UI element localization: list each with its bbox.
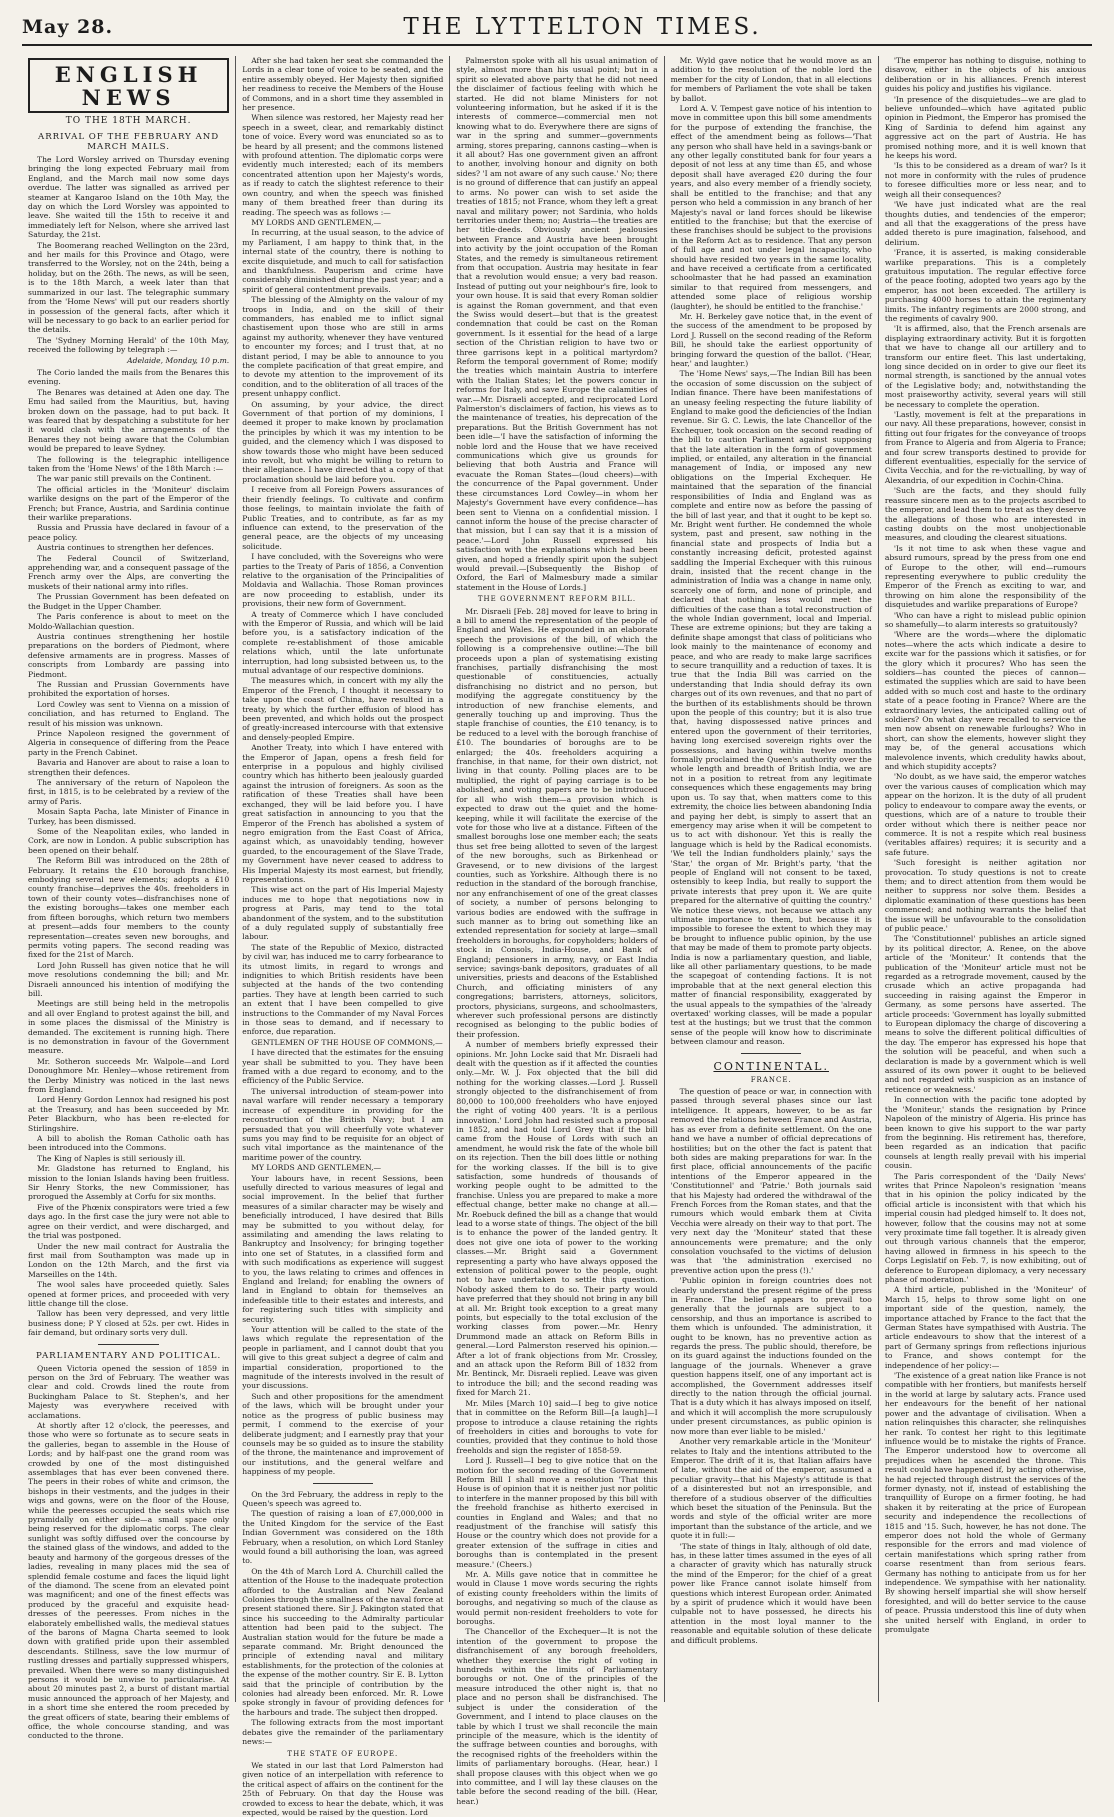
paragraph: Five of the Phœnix conspirators were tried a few days ago. In the first case the jury were not able to agree on their verdict, and were discharged, and the trial was postponed. bbox=[28, 1202, 230, 1241]
paragraph: In connection with the pacific tone adopted by the 'Moniteur,' stands the resignation by Prince Napoleon of the ministry of Algeria. His prince has been known to give his support to the war party from the beginning. His retirement has, therefore, been regarded as an indication that pacific counsels at length really prevail with his imperial cousin. bbox=[884, 1095, 1087, 1171]
paragraph: The anniversary of the return of Napoleon the first, in 1815, is to be celebrated by a review of the army of Paris. bbox=[28, 778, 230, 806]
paragraph: Lord John Russell has given notice that he will move resolutions condemning the bill; and Mr. Disraeli announced his intention of modifying the bill. bbox=[28, 960, 230, 998]
paragraph: Your labours have, in recent Sessions, been usefully directed to various measures of legal and social improvement. In the belief that further measures of a similar character may be wisely and beneficially introduced, I have desired that Bills may be submitted to you without delay, for assimilating and amending the laws relating to Bankruptcy and Insolvency; for bringing together into one set of Statutes, in a classified form and with such modifications as experience will suggest to you, the laws relating to crimes and offences in England and Ireland; for enabling the owners of land in England to obtain for themselves an indefeasible title to their estates and interests, and for registering such titles with simplicity and security. bbox=[242, 1173, 444, 1324]
paragraph: 'Where are the words—where the diplomatic notes—where the acts which indicate a desire to excite war for the passions which it satisfies, or for the glory which it procures? Who has seen the soldiers—has counted the pieces of cannon—estimated the supplies which are said to have been added with so much cost and haste to the ordinary state of a peace footing in France? Where are the extraordinary levies, the anticipated calling out of soldiers? On what day were recalled to service the men now absent on renewable furloughs? Who in short, can show the elements, however slight they may be, of the general accusations which malevolence invents, which credulity hawks about, and which stupidity accepts? bbox=[884, 630, 1087, 772]
paragraph: 'Such foresight is neither agitation nor provocation. To study questions is not to create them; and to direct attention from them would be neither to suppress nor solve them. Besides a diplomatic examination of these questions has been commenced; and nothing warrants the belief that the issue will be unfavourable to the consolidation of public peace.' bbox=[884, 858, 1087, 933]
paragraph: The following is the telegraphic intelligence taken from the 'Home News' of the 18th March :— bbox=[28, 454, 230, 473]
paragraph: 'In presence of the disquietudes—we are glad to believe unfounded—which have agitated public opinion in Piedmont, the Emperor has promised the King of Sardinia to defend him against any aggressive act on the part of Austria. He has promised nothing more, and it is well known that he keeps his word. bbox=[884, 94, 1087, 161]
paragraph: When silence was restored, her Majesty read her speech in a sweet, clear, and remarkably distinct tone of voice. Every word was enunciated so as to be heard by all present; and the commons listened with profound attention. The diplomatic corps were evidently much interested; each of its members concentrated attention upon her Majesty's words, as if ready to catch the slightest reference to their own country, and when the speech was finished many of them breathed freer than during its reading. The speech was as follows :— bbox=[242, 113, 444, 217]
paragraph: Lord J. Russell—I beg to give notice that on the motion for the second reading of the Government Reform Bill I shall move a resolution 'That this House is of opinion that it is neither just nor politic to interfere in the manner proposed by this bill with the freehold franchise as hitherto exercised in counties in England and Wales; and that no readjustment of the franchise will satisfy this House or the country which does not provide for a greater extension of the suffrage in cities and boroughs than is contemplated in the present measure.' (Cheers.) bbox=[456, 1456, 658, 1569]
paragraph: The Russian and Prussian Governments have prohibited the exportation of horses. bbox=[28, 679, 230, 699]
section-heading: ARRIVAL OF THE FEBRUARY AND MARCH MAILS. bbox=[37, 132, 220, 152]
paragraph: In recurring, at the usual season, to the advice of my Parliament, I am happy to think that, in the internal state of the country, there is nothing to excite disquietude, and much to call for satisfaction and thankfulness. Pauperism and crime have considerably diminished during the past year; and a spirit of general contentment prevails. bbox=[242, 228, 444, 294]
paragraph: Such and other propositions for the amendment of the laws, which will be brought under your notice as the progress of public business may permit, I commend to the exercise of your deliberate judgment; and I earnestly pray that your counsels may be so guided as to insure the stability of the throne, the maintenance and improvement of our institutions, and the general welfare and happiness of my people. bbox=[242, 1391, 444, 1477]
paragraph: On the 3rd February, the address in reply to the Queen's speech was agreed to. bbox=[242, 1489, 444, 1508]
paragraph: 'The state of things in Italy, although of old date, has, in these latter times assumed in the eyes of all a character of gravity which has naturally struck the mind of the Emperor; for the chief of a great power like France cannot isolate himself from questions which interest European order. Animated by a spirit of prudence which it would have been culpable not to have possessed, he directs his attention in the most loyal manner to the reasonable and equitable solution of these delicate and difficult problems. bbox=[670, 1541, 872, 1645]
dateline: Adelaide, Monday, 10 p.m. bbox=[127, 355, 230, 365]
paragraph: The measures which, in concert with my ally the Emperor of the French, I thought it necessary to take upon the coast of China, have resulted in a treaty, by which the further effusion of blood has been prevented, and which holds out the prospect of greatly-increased intercourse with that extensive and densely-peopled Empire. bbox=[242, 676, 444, 742]
paragraph: Another Treaty, into which I have entered with the Emperor of Japan, opens a fresh field for enterprise in a populous and highly civilised country which has hitherto been jealously guarded against the intrusion of foreigners. As soon as the ratification of these Treaties shall have been exchanged, they will be laid before you. I have great satisfaction in announcing to you that the Emperor of the French has abolished a system of negro emigration from the East Coast of Africa, against which, as unavoidably tending, however guarded, to the encouragement of the Slave Trade, my Government have never ceased to address to His Imperial Majesty its most earnest, but friendly, representations. bbox=[242, 743, 444, 884]
paragraph: Under the new mail contract for Australia the first mail from Southampton was made up in London on the 12th March, and the first via Marseilles on the 14th. bbox=[28, 1241, 230, 1279]
paragraph: 'Public opinion in foreign countries does not clearly understand the present régime of the press in France. The belief appears to prevail too generally that the journals are subject to a censorship, and thus an importance is ascribed to them which is unfounded. The administration, it ought to be known, has no preventive action as regards the press. The public should, therefore, be on its guard against the inductions founded on the language of the journals. Whenever a grave question happens itself, one of any important act is accomplished, the Government addresses itself directly to the nation through the official journal. That is a duty which it has always imposed on itself, and which it will accomplish the more scrupulously under present circumstances, as public opinion is now more than ever liable to be misled.' bbox=[670, 1276, 872, 1436]
paragraph: The blessing of the Almighty on the valour of my troops in India, and on the skill of their commanders, has enabled me to inflict signal chastisement upon those who are still in arms against my authority, whenever they have ventured to encounter my forces; and I trust that, at no distant period, I may be able to announce to you the complete pacification of that great empire, and to devote my attention to the improvement of its condition, and to the obliteration of all traces of the present unhappy conflict. bbox=[242, 295, 444, 399]
paragraph: A third article, published in the 'Moniteur' of March 15, helps to throw some light on one important side of the question, namely, the importance attached by France to the fact that the German States have sympathised with Austria. The article endeavours to show that the interest of a part of Germany springs from reflections injurious to France, and shows contempt for the independence of her policy:— bbox=[884, 1285, 1087, 1370]
masthead bbox=[22, 10, 1092, 46]
headline-box bbox=[28, 58, 229, 113]
paragraph: The war panic still prevails on the Continent. bbox=[37, 474, 212, 484]
paragraph: 'Is it not time to ask when these vague and absurd rumours, spread by the press from one end of Europe to the other, will end—rumours representing everywhere to public credulity the Emperor of the French as exciting to war, and throwing on him alone the responsibility of the disquietudes and warlike preparations of Europe? bbox=[884, 543, 1087, 610]
paragraph: MY LORDS AND GENTLEMEN,— bbox=[251, 217, 382, 227]
paragraph: Lord Cowley was sent to Vienna on a mission of conciliation, and has returned to England. The result of his mission was unknown. bbox=[28, 699, 230, 728]
paragraph: 'Such are the facts, and they should fully reassure sincere men as to the projects ascribed to the emperor, and lead them to treat as they deserve the allegations of those who are interested in casting doubts on the most unobjectionable measures, and clouding the clearest situations. bbox=[884, 486, 1087, 543]
column-4 bbox=[665, 56, 879, 1702]
paragraph: Austria continues to strengthen her defences. bbox=[37, 543, 214, 553]
paragraph: 'The existence of a great nation like France is not compatible with her frontiers, but manifests herself in the world at large by salutary acts. France used her endeavours for the benefit of her national power and the advantage of civilisation. When a nation relinquishes this character, she relinquishes her rank. To contest her right to this legitimate influence would be to mistake the rights of France. The Emperor understood how to overcome all prejudices when he ascended the throne. This result could have happened if, by acting otherwise, he had rejected through distrust the services of the former dynasty, not if, instead of establishing the tranquillity of Europe on a firmer footing, he had shaken it by reiterating at the price of European security and independence the recollections of 1815 and '15. Such, however, he has not done. The emperor does not hold the whole of Germany responsible for the errors and mad violence of certain manifestations which spring rather from coarse resentment than from serious fears. Germany has nothing to anticipate from us for her independence. We sympathise with her nationality. By showing herself impartial she will show herself foresighted, and will do better service to the cause of peace. Prussia understood this line of duty when she united herself with England, in order to promulgate bbox=[884, 1371, 1087, 1635]
paragraph: Mr. Wyld gave notice that he would move as an addition to the resolution of the noble lord the member for the city of London, that in all elections for members of Parliament the vote shall be taken by ballot. bbox=[670, 56, 872, 103]
section-heading: THE GOVERNMENT REFORM BILL. bbox=[477, 595, 637, 604]
paragraph: Bavaria and Hanover are about to raise a loan to strengthen their defences. bbox=[28, 758, 230, 777]
column-1 bbox=[22, 56, 236, 1741]
paragraph: Russia and Prussia have declared in favour of a peace policy. bbox=[28, 523, 230, 542]
paragraph: The following extracts from the most important debates give the remainder of the parliamentary news:— bbox=[242, 1718, 444, 1747]
paragraph: Palmerston spoke with all his usual animation of style, almost more than his usual point; but in a spirit so elevated above party that he did not need the disclaimer of factious feeling with which he started. He did not blame Ministers for not volunteering information, but he asked if it is the interests of commerce—commercial men not knowing what to do. Everywhere there are signs of war in the spring and summer—governments arming, stores preparing, cannons casting—when is it all about? Has one government given an affront to another, involving honour and dignity on both sides? 'I am not aware of any such cause.' No; there is no ground of difference that can justify an appeal to arms. No power can wish to set aside the treaties of 1815; not France, whom they left a great naval and military power; not Sardinia, who holds territories under them; no; Austria—the treaties are her title-deeds. Obviously ancient jealousies between France and Austria have been brought into activity by the joint occupation of the Roman States, and the remedy is simultaneous retirement from that occupation. Austria may hesitate in fear that a revolution would ensue; a very bad reason. Instead of putting out your neighbour's fire, look to your own house. It is said that every Roman soldier is against the Roman government, and that even the Swiss would desert—but that is the greatest condemnation that could be cast on the Roman government. Is it essential for the head of a large section of the Christian religion to have two or three garrisons kept in a political martyrdom? Reform the temporal government of Rome; modify the treaties which maintain Austria to interfere with the Italian States; let the powers concur in reforms for Italy, and save Europe the calamities of war.—Mr. Disraeli accepted, and reciprocated Lord Palmerston's disclaimers of faction, his views as to the maintenance of treaties, his deprecation of the preparations. But the British Government has not been idle—'I have the satisfaction of informing the noble lord and the House that we have received communications which give us grounds for believing that both Austria and France will evacuate the Roman States—(loud cheers)—with the concurrence of the Papal government. Under these circumstances Lord Cowley—in whom her Majesty's Government have every confidence—has been sent to Vienna on a confidential mission. I cannot inform the house of the precise character of that mission, but I can say that it is a mission of peace.'—Lord John Russell expressed his satisfaction with the explanations which had been given, and hoped a friendly spirit upon the subject would prevail.—[Subsequently the Bishop of Oxford, the Earl of Malmesbury made a similar statement in the House of Lords.] bbox=[456, 56, 658, 592]
paragraph: 'We have just indicated what are the real thoughts duties, and tendencies of the emperor; and all that the exaggerations of the press have added thereto is pure imagination, falsehood, and delirium. bbox=[884, 200, 1087, 247]
paragraph: The Reform Bill was introduced on the 28th of February. It retains the £10 borough franchise, embodying several new elements; adopts a £10 county franchise—deprives the 40s. freeholders in town of their county votes—disfranchises none of the existing boroughs—takes one member each from fifteen boroughs, which return two members at present—adds four members to the county representation—creates seven new boroughs, and permits voting papers. The second reading was fixed for the 21st of March. bbox=[28, 856, 230, 960]
paragraph: MY LORDS AND GENTLEMEN,— bbox=[251, 1163, 382, 1173]
paragraph: A bill to abolish the Roman Catholic oath has been introduced into the Commons. bbox=[28, 1134, 230, 1153]
paragraph: The Paris correspondent of the 'Daily News' writes that Prince Napoleon's resignation 'means that in his opinion the policy indicated by the official article is inconsistent with that which his imperial cousin had pledged himself to. It does not, however, follow that the cousins may not at some very proximate time fall together. It is already given out through various channels that the emperor, having allowed in firmness in his speech to the Corps Legislatif on Feb. 7, is now exhibiting, out of deference to European diplomacy, a very necessary phase of moderation.' bbox=[884, 1171, 1087, 1284]
section-heading: PARLIAMENTARY AND POLITICAL. bbox=[35, 1350, 222, 1361]
paragraph: Mosain Sapta Pacha, late Minister of Finance in Turkey, has been dismissed. bbox=[28, 807, 230, 826]
paragraph: The Benares was detained at Aden one day. The Emu had sailed from the Mauritius, but, having broken down on the passage, had to put back. It was feared that by despatching a substitute for her it would clash with the arrangements of the Benares they not being aware that the Columbian would be prepared to leave Sydney. bbox=[28, 387, 230, 454]
paragraph: At shortly after 12 o'clock, the peeresses, and those who were so fortunate as to secure seats in the galleries, began to assemble in the House of Lords; and by half-past one the grand room was crowded by one of the most distinguished assemblages that has ever been convened there. The peers in their robes of white and crimson, the bishops in their vestments, and the judges in their wigs and gowns, were on the floor of the House, while the peeresses occupied the seats which rise pyramidally on either side—a small space only being reserved for the diplomatic corps. The clear sunlight was softly diffused over the concourse by the stained glass of the windows, and added to the beauty and harmony of the gorgeous dresses of the ladies, revealing in many places mid the sea of splendid female costume and faces the liquid light of the diamond. The scene from an elevated point was magnificent; and one of the finest effects was produced by the graceful and exquisite head-dresses of the peeresses. From niches in the elaborately embellished walls, the medieval statues of the barons of Magna Charta seemed to look down with gratified pride upon their assembled descendants. Stillness, save the low murmur of rustling dresses and partially suppressed whispers, prevailed. When there were so many distinguished persons it would be unwise to particularise. At about 20 minutes past 2, a burst of distant martial music announced the approach of her Majesty, and in a short time she entered the room preceded by the great officers of state, bearing their emblems of office, the whole concourse standing, and was conducted to the throne. bbox=[28, 1421, 230, 1741]
paragraph: The 'Home News' says,—The Indian Bill has been the occasion of some discussion on the subject of Indian finance. There have been manifestations of an uneasy feeling respecting the future liability of England to make good the deficiencies of the Indian revenue. Sir G. C. Lewis, the late Chancellor of the Exchequer, took occasion on the second reading of the bill to caution Parliament against supposing that the late alteration in the form of government implied, or entailed, any alteration in the financial management of India, or imposed any new obligations on the Imperial Exchequer. He maintained that the separation of the financial responsibilities of India and England was as complete and entire now as before the passing of the bill of last year, and that it ought to be kept so. Mr. Bright went further. He condemned the whole system, past and present, saw nothing in the financial state and prospects of India but a constantly increasing deficit, protested against saddling the Imperial Exchequer with this ruinous drain, insisted that the recent change in the administration of India was a change in name only, scarcely one of form, and none of principle, and declared that nothing less would meet the difficulties of the case than a total reconstruction of the whole Indian government, local and Imperial. These are extreme opinions; but they are taking a definite shape amongst that class of politicians who look mainly to the maintenance of economy and peace, and who are ready to make large sacrifices to secure tranquillity and a reduction of taxes. It is true that the India Bill was carried on the understanding that India should defray its own charges out of its own revenues, and that no part of the burthen of its establishments should be thrown upon the people of this country; but it is also true that, having dispossessed native princes and entered upon the government of their territories, having long exercised sovereign rights over the possessions, and having within twelve months formally proclaimed the Queen's authority over the whole length and breadth of British India, we are not in a position to retreat from any legitimate consequences which these engagements may bring upon us. To say that, when matters come to this extremity, the choice lies between abandoning India and paying her debt, is simply to assert that an emergency may arise when it will be competent to us to act with dishonour. Yet this is really the language which is held by the Radical economists. 'We tell the Indian fundholders plainly,' says the 'Star,' the organ of Mr. Bright's party, 'that the people of England will not consent to be taxed, ostensibly to keep India, but really to support the private interests that prey upon it. We are quite prepared for the alternative of quitting the country.' We notice these views, not because we attach any ultimate importance to them, but because it is impossible to foresee the extent to which they may be brought to influence public opinion, by the use that may be made of them to promote party objects. India is now a parliamentary question, and liable, like all other parliamentary questions, to be made the scapegoat of contending factions. It is not improbable that at the next general election this matter of financial responsibility, exaggerated by the usual appeals to the sympathies of the 'already overtaxed' working classes, will be made a popular test at the hustings; but we trust that the common sense of the people will know how to discriminate between clamour and reason. bbox=[670, 369, 872, 1047]
paragraph: Lord A. V. Tempest gave notice of his intention to move in committee upon this bill some amendments for the purpose of extending the franchise, the effect of the amendment being as follows—'That any person who shall have held in a savings-bank or any other legally constituted bank for four years a deposit of not less at any time than £5, and whose deposit shall have averaged £20 during the four years, and also every member of a friendly society, shall be entitled to the franchise; and that any person who held a commission in any branch of her Majesty's naval or land forces should be likewise entitled to the franchise; but that the exercise of these franchises should be subject to the provisions in the Reform Act as to residence. That any person of full age and not under legal incapacity, who should have resided two years in the same locality, and have received a certificate from a certificated schoolmaster that he had passed an examination similar to that required from messengers, and attended some place of religious worship (laughter), he should be entitled to the franchise.' bbox=[670, 104, 872, 311]
paragraph: The 'Sydney Morning Herald' of the 10th May, received the following by telegraph :— bbox=[28, 335, 230, 355]
divider bbox=[313, 1483, 373, 1484]
newspaper-title: THE LYTTELTON TIMES. bbox=[403, 14, 762, 40]
paragraph: Prince Napoleon resigned the government of Algeria in consequence of differing from the Peace party in the French Cabinet. bbox=[28, 728, 230, 757]
headline: ENGLISH NEWS bbox=[54, 62, 203, 110]
paragraph: The question of raising a loan of £7,000,000 in the United Kingdom for the service of the East Indian Government was considered on the 18th February, when a resolution, on which Lord Stanley would found a bill authorising the loan, was agreed to. bbox=[242, 1509, 444, 1566]
paragraph: I receive from all Foreign Powers assurances of their friendly feelings. To cultivate and confirm those feelings, to maintain inviolate the faith of Public Treaties, and to contribute, as far as my influence can extend, to the preservation of the general peace, are the objects of my unceasing solicitude. bbox=[242, 485, 444, 551]
paragraph: 'France, it is asserted, is making considerable warlike preparations. This is a completely gratuitous imputation. The regular effective force of the peace footing, adopted two years ago by the emperor, has not been exceeded. The artillery is purchasing 4000 horses to attain the regimentary limits. The infantry regiments are 2000 strong, and the regiments of cavalry 900. bbox=[884, 248, 1087, 323]
paragraph: Austria continues strengthening her hostile preparations on the borders of Piedmont, where defensive armaments are in progress. Masses of conscripts from Lombardy are passing into Piedmont. bbox=[28, 631, 230, 679]
paragraph: A number of members briefly expressed their opinions. Mr. John Locke said that Mr. Disraeli had dealt with the question as if it affected the counties only.—Mr. W. J. Fox objected that the bill did nothing for the working classes.—Lord J. Russell strongly objected to the disfranchisement of from 80,000 to 100,000 freeholders who have enjoyed the right of voting 400 years. 'It is a perilous innovation.' Lord John had resisted such a proposal in 1852, and had told Lord Grey that if the bill came from the House of Lords with such an amendment, he would risk the fate of the whole bill on its rejection. Then the bill does little or nothing for the working classes. If the bill is to give satisfaction, some hundreds of thousands of working people ought to be admitted to the franchise. Unless you are prepared to make a more effectual change, better make no change at all.—Mr. Roebuck defined the bill as a change that would lead to a worse state of things. The object of the bill is to enhance the power of the landed gentry. It does not give one iota of power to the working classes.—Mr. Bright said a Government representing a party who have always opposed the extension of political power to the people, ought not to have undertaken to settle this question. Nobody asked them to do so. Their party would have preferred that they should not bring in any bill at all. Mr. Bright took exception to a great many points, but especially to the total exclusion of the working classes from power.—Mr. Henry Drummond made an attack on Reform Bills in general.—Lord Palmerston reserved his opinion.—After a lot of frank objections from Mr. Crossley, and an attack upon the Reform Bill of 1832 from Mr. Bentinck, Mr. Disraeli replied. Leave was given to introduce the bill; and the second reading was fixed for March 21. bbox=[456, 1040, 658, 1398]
paragraph: Mr. A. Mills gave notice that in committee he would in Clause 1 move words securing the rights of existing county freeholders within the limits of boroughs, and negativing so much of the clause as would permit non-resident freeholders to vote for boroughs. bbox=[456, 1570, 658, 1627]
paragraph: 'No doubt, as we have said, the emperor watches over the various causes of complication which may appear on the horizon. It is the duty of all prudent policy to endeavour to compare away the events, or questions, which are of a nature to trouble their order without which there is neither peace nor commerce. It is not a respite which real business (veritables affaires) requires; it is security and a safe future. bbox=[884, 772, 1087, 857]
paragraph: On assuming, by your advice, the direct Government of that portion of my dominions, I deemed it proper to make known by proclamation the principles by which it was my intention to be guided, and the clemency which I was disposed to show towards those who might have been seduced into revolt, but who might be willing to return to their allegiance. I have directed that a copy of that proclamation should be laid before you. bbox=[242, 399, 444, 484]
paragraph: The Paris conference is about to meet on the Moldo-Wallachian question. bbox=[28, 612, 230, 631]
paragraph: The Boomerang reached Wellington on the 23rd, and her mails for this Province and Otago, were transferred to the Worsley, not on the 24th, being a holiday, but on the 26th. The news, as will be seen, is to the 18th March, a week later than that summarized in our last. The telegraphic summary from the 'Home News' will put our readers shortly in possession of the general facts, after which it will be necessary to go back to an earlier period for the details. bbox=[28, 240, 230, 335]
paragraph: Queen Victoria opened the session of 1859 in person on the 3rd of February. The weather was clear and cold. Crowds lined the route from Buckingham Palace to St. Stephen's, and her Majesty was everywhere received with acclamations. bbox=[28, 1363, 230, 1420]
column-3 bbox=[450, 56, 664, 1806]
paragraph: The question of peace or war, in connection with passed through several phases since our last intelligence. It appears, however, to be as far removed the relations between France and Austria, has as ever from a definite settlement. On the one hand we have a number of official deprecations of hostilities; but on the other the fact is patent that both sides are making preparations for war. In the first place, official announcements of the pacific intentions of the Emperor appeared in the 'Constitutionnel' and 'Patrie.' Both journals said that his Majesty had ordered the withdrawal of the French Forces from the Roman states, and that the rumours which would embark them at Civita Vecchia were already on their way to that port. The very next day the 'Moniteur' stated that these announcements were premature; and the only consolation vouchsafed to the victims of delusion was that 'the administration exercised no preventive action upon the press (!).' bbox=[670, 1087, 872, 1275]
paragraph: GENTLEMEN OF THE HOUSE OF COMMONS,— bbox=[251, 1037, 443, 1047]
paragraph: The Corio landed the mails from the Benares this evening. bbox=[28, 367, 230, 387]
paragraph: The wool sales have proceeded quietly. Sales opened at former prices, and proceeded with very little change till the close. bbox=[28, 1280, 230, 1308]
column-5 bbox=[879, 56, 1092, 1702]
subsection-heading: FRANCE. bbox=[750, 1075, 792, 1084]
paragraph: 'Is this to be considered as a dream of war? Is it not more in conformity with the rules of prudence to foresee difficulties more or less near, and to weigh all their consequences? bbox=[884, 161, 1087, 199]
paragraph: I have concluded, with the Sovereigns who were parties to the Treaty of Paris of 1856, a Convention relative to the organisation of the Principalities of Moldavia and Wallachia. Those Roman provinces are now proceeding to establish, under its provisions, their new form of Government. bbox=[242, 552, 444, 609]
paragraph: Tallow has been very depressed, and very little business done; P Y closed at 52s. per cwt. Hides in fair demand, but ordinary sorts very dull. bbox=[28, 1309, 230, 1338]
paragraph: Another very remarkable article in the 'Moniteur' relates to Italy and the intentions attributed to the Emperor. The drift of it is, that Italian affairs have of late, without the aid of the emperor, assumed a peculiar gravity—that his Majesty's attitude is that of a disinterested but not an irresponsible, and therefore of a studious observer of the difficulties which beset the situation of the Peninsula. But the words and style of the official writer are more important than the substance of the article, and we quote it in full:— bbox=[670, 1437, 872, 1541]
divider bbox=[98, 1344, 158, 1345]
paragraph: The universal introduction of steam-power into naval warfare will render necessary a temporary increase of expenditure in providing for the reconstruction of the British Navy; but I am persuaded that you will cheerfully vote whatever sums you may find to be requisite for an object of such vital importance as the maintenance of the maritime power of the country. bbox=[242, 1086, 444, 1162]
section-heading: THE STATE OF EUROPE. bbox=[287, 1749, 399, 1758]
paragraph: 'It is affirmed, also, that the French arsenals are displaying extraordinary activity. But it is forgotten that we have to change all our artillery and to transform our entire fleet. This last undertaking, long since decided on in order to give our fleet its normal strength, is sanctioned by the annual votes of the Legislative body; and, notwithstanding the most praiseworthy activity, several years will still be necessary to complete the operation. bbox=[884, 324, 1087, 409]
paragraph: The official articles in the 'Moniteur' disclaim warlike designs on the part of the Emperor of the French; but France, Austria, and Sardinia continue their warlike preparations. bbox=[28, 484, 230, 523]
paragraph: Mr. Miles [March 10] said—I beg to give notice that in committee on the Reform Bill—[a laugh]—I propose to introduce a clause retaining the rights of freeholders in cities and boroughs to vote for counties, provided that they continue to hold those freeholds and sign the register of 1858-59. bbox=[456, 1398, 658, 1455]
paragraph: Mr. Gladstone has returned to England, his mission to the Ionian Islands having been fruitless. Sir Henry Storks, the new Commissioner, has prorogued the Assembly at Corfu for six months. bbox=[28, 1164, 230, 1202]
paragraph: Mr. Sotheron succeeds Mr. Walpole—and Lord Donoughmore Mr. Henley—whose retirement from the Derby Ministry was noticed in the last news from England. bbox=[28, 1056, 230, 1094]
page-columns bbox=[22, 56, 1092, 1817]
paragraph: This wise act on the part of His Imperial Majesty induces me to hope that negotiations now in progress at Paris, may tend to the total abandonment of the system, and to the substitution of a duly regulated supply of substantially free labour. bbox=[242, 885, 444, 942]
paragraph: Some of the Neapolitan exiles, who landed in Cork, are now in London. A public subscription has been opened on their behalf. bbox=[28, 827, 230, 855]
paragraph: Mr. H. Berkeley gave notice that, in the event of the success of the amendment to be proposed by Lord J. Russell on the second reading of the Reform Bill, he should take the earliest opportunity of bringing forward the question of the ballot. ('Hear, hear,' and laughter.) bbox=[670, 311, 872, 368]
divider bbox=[741, 1053, 801, 1054]
paragraph: The Lord Worsley arrived on Thursday evening bringing the long expected February mail from England, and the March mail now some days overdue. The latter was signalled as arrived per steamer at Kangaroo Island on the 10th May, the day on which the Lord Worsley was appointed to leave. She waited till the 15th to receive it and immediately left for Nelson, where she arrived last Saturday, the 21st. bbox=[28, 155, 230, 240]
section-heading: CONTINENTAL. bbox=[713, 1059, 829, 1073]
paragraph: We stated in our last that Lord Palmerston had given notice of an interpellation with reference to the critical aspect of affairs on the continent for the 25th of February. On that day the House was crowded to excess to hear the debate, which, it was expected, would be raised by the question. Lord bbox=[242, 1760, 444, 1817]
paragraph: The Prussian Government has been defeated on the Budget in the Upper Chamber. bbox=[28, 592, 230, 611]
paragraph: 'Lastly, movement is felt at the preparations in our navy. All these preparations, however, consist in fitting out four frigates for the conveyance of troops from France to Algeria and from Algeria to France; and four screw transports destined to provide for different eventualities, especially for the service of Civita Vecchia, and for the re-victualling, by way of Alexandria, of our expedition in Cochin-China. bbox=[884, 410, 1087, 485]
paragraph: Lord Henry Gordon Lennox had resigned his post at the Treasury, and has been succeeded by Mr. Peter Blackburn, who has been re-elected for Stirlingshire. bbox=[28, 1095, 230, 1133]
subheadline: TO THE 18TH MARCH. bbox=[65, 116, 192, 126]
paragraph: The 'Constitutionnel' publishes an article signed by its political director, A. Renee, on the above article of the 'Moniteur.' It contends that the publication of the 'Moniteur' article must not be regarded as a retrograde movement, caused by the crusade which an active propaganda had succeeding in raising against the Emperor in Germany, as some persons have asserted. The article proceeds: 'Government has loyally submitted to European diplomacy the charge of discovering a means to solve the different political difficulties of the day. The emperor has expressed his hope that the solution will be peaceful, and when such a declaration is made by a government which is well assured of its own power it ought to be believed and not regarded with suspicion as an instance of reticence or weakness.' bbox=[884, 934, 1087, 1094]
paragraph: A treaty of Commerce which I have concluded with the Emperor of Russia, and which will be laid before you, is a satisfactory indication of the complete re-establishment of those amicable relations which, until the late unfortunate interruption, had long subsisted between us, to the mutual advantage of our respective dominions. bbox=[242, 609, 444, 675]
issue-date: May 28. bbox=[22, 16, 114, 38]
paragraph: Meetings are still being held in the metropolis and all over England to protest against the bill, and in some places the dismissal of the Ministry is demanded. The excitement is running high. There is no demonstration in favour of the Government measure. bbox=[28, 999, 230, 1056]
paragraph: The King of Naples is still seriously ill. bbox=[37, 1153, 186, 1163]
paragraph: 'The emperor has nothing to disguise, nothing to disavow, either in the objects of his anxious deliberation or in his alliances. French interest guides his policy and justifies his vigilance. bbox=[884, 56, 1087, 94]
paragraph: I have directed that the estimates for the ensuing year shall be submitted to you. They have been framed with a due regard to economy, and to the efficiency of the Public Service. bbox=[242, 1048, 444, 1086]
paragraph: Mr. Disraeli [Feb. 28] moved for leave to bring in a bill to amend the representation of the people of England and Wales. He expounded in an elaborate speech the provisions of the bill, of which the following is a comprehensive outline:—The bill proceeds upon a plan of systematising existing franchises, partially disfranchising the most questionable of constituencies, actually disfranchising no district and no person, but modifying the aggregate constituency by the introduction of new franchise elements, and generally touching up and improving. Thus the staple franchise of counties, the £10 tenancy, is to be reduced to a level with the borough franchise of £10. The boundaries of boroughs are to be enlarged; the 40s. freeholders acquiring a franchise, in that name, for their own district, not living in that county. Polling places are to be multiplied, the right of paying carriage is to be abolished, and voting papers are to be introduced for all who wish them—a provision which is expected to draw out the quiet and the home-keeping, while it will facilitate the exercise of the vote for those who live at a distance. Fifteen of the smallest boroughs lose one member each; the seats thus set free being allotted to seven of the largest of the new boroughs, such as Birkenhead or Gravesend, or to new divisions of the largest counties, such as Yorkshire. Although there is no reduction in the standard of the borough franchise, nor any enfranchisement of one of the great classes of society, a number of persons belonging to various bodies are endowed with the suffrage in such manner as to bring out something like an extended representation for society at large—small freeholders in boroughs, for copyholders; holders of stock in Consols, India-House, and Bank of England; pensioners in army, navy, or East India service; savings-bank depositors, graduates of all universities, priests and deacons of the Established Church, and officiating ministers of any congregations; barristers, attorneys, solicitors, proctors, physicians, surgeons, and schoolmasters, wherever such professional persons are distinctly recognised as belonging to the public bodies of their profession. bbox=[456, 606, 658, 1039]
paragraph: After she had taken her seat she commanded the Lords in a clear tone of voice to be seated, and the entire assembly obeyed. Her Majesty then signified her readiness to receive the Members of the House of Commons, and in a short time they assembled in her presence. bbox=[242, 56, 444, 113]
column-2 bbox=[236, 56, 450, 1817]
paragraph: Your attention will be called to the state of the laws which regulate the representation of the people in parliament, and I cannot doubt that you will give to this great subject a degree of calm and impartial consideration, proportioned to the magnitude of the interests involved in the result of your discussions. bbox=[242, 1325, 444, 1391]
paragraph: 'Who can have a right to mislead public opinion so shamefully—to alarm interests so gratuitously? bbox=[884, 610, 1087, 629]
paragraph: The Federal Council of Switzerland, apprehending war, and a consequent passage of the French army over the Alps, are converting the muskets of their national army into rifles. bbox=[28, 553, 230, 591]
paragraph: The state of the Republic of Mexico, distracted by civil war, has induced me to carry forbearance to its utmost limits, in regard to wrongs and indignities to which British residents have been subjected at the hands of the two contending parties. They have at length been carried to such an extent that I have been compelled to give instructions to the Commander of my Naval Forces in those seas to demand, and if necessary to enforce, due reparation. bbox=[242, 942, 444, 1037]
paragraph: The Chancellor of the Exchequer—It is not the intention of the government to propose the disfranchisement of any borough freeholders, whether they exercise the right of voting in hundreds within the limits of Parliamentary boroughs or not. One of the principles of the measure introduced the other night is, that no place and no person shall be disfranchised. The subject is under the consideration of the Government, and I intend to place clauses on the table by which I trust we shall reconcile the main principle of the measure, which is the identity of the suffrage between counties and boroughs, with the recognised rights of the freeholders within the limits of parliamentary boroughs. (Hear, hear.) I shall propose clauses with this object when we go into committee, and I will lay these clauses on the table before the second reading of the bill. (Hear, hear.) bbox=[456, 1627, 658, 1806]
paragraph: On the 4th of March Lord A. Churchill called the attention of the House to the inadequate protection afforded to the Australian and New Zealand Colonies through the smallness of the naval force at present stationed there. Sir J. Pakington stated that since his succeeding to the Admiralty particular attention had been paid to the subject. The Australian station would for the future be made a separate command. Mr. Bright denounced the principle of extending naval and military establishments, for the protection of the colonies at the expense of the mother country. Sir E. B. Lytton said that the principle of contribution by the colonies had already been enforced. Mr. R. Lowe spoke strongly in favour of providing defences for the harbours and trade. The subject then dropped. bbox=[242, 1566, 444, 1717]
